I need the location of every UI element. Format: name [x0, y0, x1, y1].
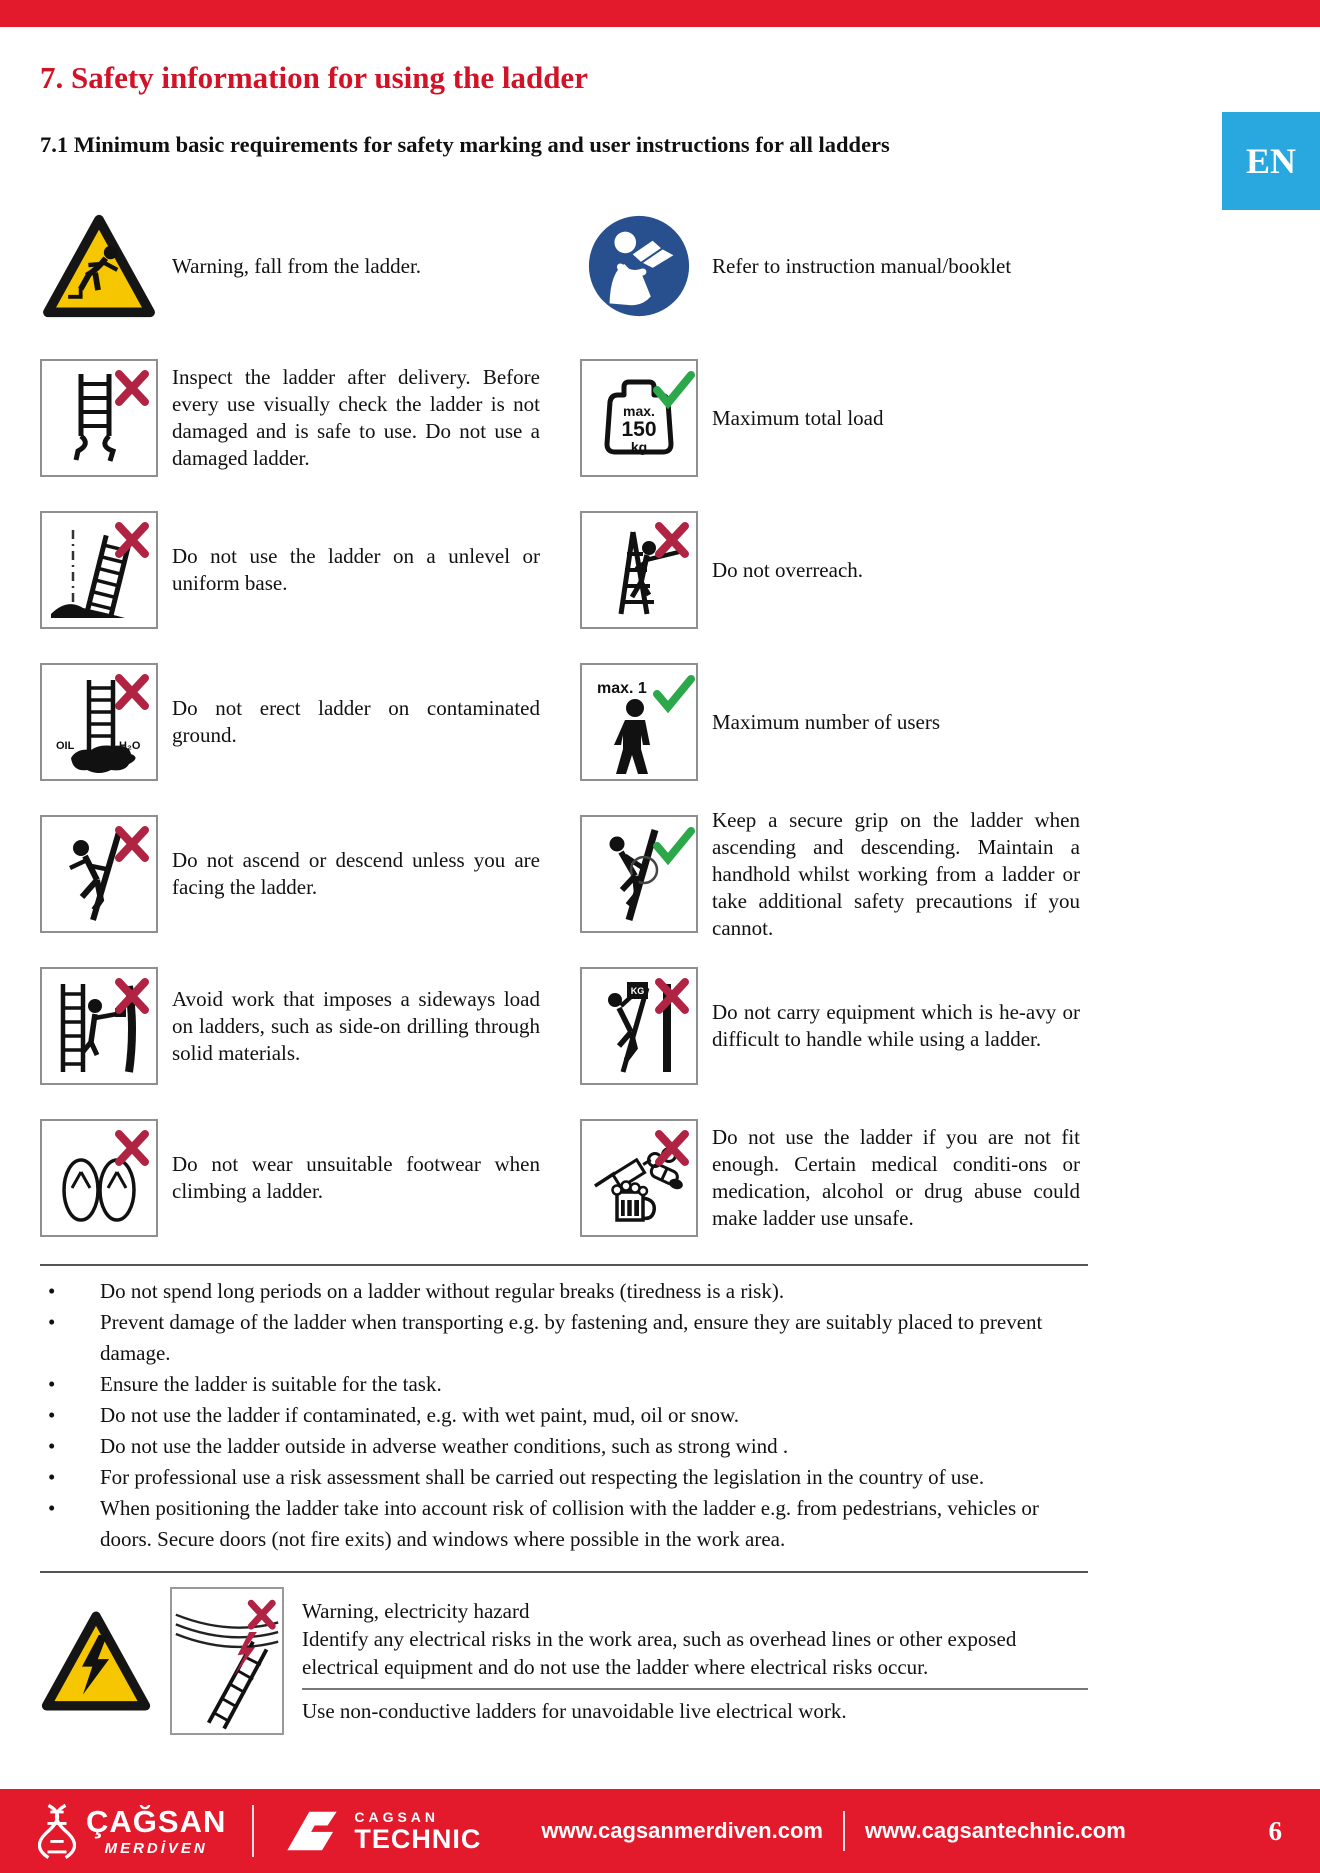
check-icon: [657, 375, 691, 403]
contaminated-ground-icon: [43, 666, 155, 778]
cross-icon: [119, 526, 145, 554]
overreach-icon: [583, 514, 695, 626]
sign-row-sideways-load: [40, 956, 540, 1096]
sign-row-damaged-ladder: [40, 348, 540, 488]
fitness-icon: [583, 1122, 695, 1234]
electricity-divider: [302, 1688, 1088, 1690]
page-title: 7. Safety information for using the ladder: [40, 60, 588, 95]
electricity-note: Use non-conductive ladders for unavoidable live electrical work.: [302, 1699, 847, 1723]
sign-text: Do not use the ladder if you are not fit enough. Certain medical conditi-ons or medication, alcohol or drug abuse could make ladder use unsafe.: [712, 1125, 1080, 1230]
footer-divider: [252, 1805, 254, 1857]
sign-text: Warning, fall from the ladder.: [172, 253, 422, 278]
footer-url-divider: [843, 1811, 845, 1851]
sign-text: Refer to instruction manual/booklet: [712, 253, 1012, 278]
safety-bullet-list: [40, 1276, 1080, 1555]
footer-bar: [0, 1789, 1320, 1873]
cross-icon: [251, 1603, 272, 1626]
cross-icon: [119, 678, 145, 706]
bullet-item: • Prevent damage of the ladder when transporting e.g. by fastening and, ensure they are suitably placed to prevent damage.: [40, 1307, 1080, 1369]
cross-icon: [659, 982, 685, 1010]
sign-row-max-load: [580, 348, 1080, 488]
cagsan-technic-logo: [280, 1808, 481, 1854]
footer-url-merdiven: www.cagsanmerdiven.com: [541, 1818, 823, 1843]
sign-text: Do not wear unsuitable footwear when climbing a ladder.: [172, 1152, 540, 1203]
svg-text:max.: max.: [623, 403, 655, 419]
electricity-title: Warning, electricity hazard: [302, 1599, 530, 1623]
sign-row-max-users: [580, 652, 1080, 792]
sign-row-face-ladder: [40, 804, 540, 944]
face-ladder-icon: [43, 818, 155, 930]
bullet-item: • Do not use the ladder if contaminated, e.g. with wet paint, mud, oil or snow.: [40, 1400, 1080, 1431]
sign-text: Maximum total load: [712, 405, 884, 430]
unsuitable-footwear-icon: [43, 1122, 155, 1234]
sideways-load-icon: [43, 970, 155, 1082]
sign-text: Inspect the ladder after delivery. Before every use visually check the ladder is not damaged and is safe to use. Do not use a damaged ladder.: [172, 365, 540, 470]
damaged-ladder-icon: [43, 362, 155, 474]
sign-text: Do not overreach.: [712, 557, 864, 582]
language-badge: EN: [1222, 112, 1320, 210]
svg-text:150: 150: [621, 418, 657, 441]
carry-equipment-icon: [583, 970, 695, 1082]
sign-text: Do not use the ladder on a unlevel or uniform base.: [172, 544, 540, 595]
warning-fall-icon: [41, 212, 157, 320]
bullet-item: • Do not use the ladder outside in adverse weather conditions, such as strong wind .: [40, 1431, 1080, 1462]
sign-row-carry-equipment: [580, 956, 1080, 1096]
brand2-top: CAGSAN: [354, 1808, 440, 1825]
sign-text: Do not erect ladder on contaminated ground.: [172, 696, 540, 747]
svg-text:OIL: OIL: [56, 740, 75, 752]
max-users-icon: [583, 666, 695, 778]
safety-sign-table: [40, 196, 1280, 1248]
electricity-warning-triangle-icon: [40, 1601, 152, 1721]
brand1-sub: MERDİVEN: [104, 1840, 208, 1857]
sign-row-overreach: [580, 500, 1080, 640]
sign-row-secure-grip: [580, 804, 1080, 944]
sign-text: Avoid work that imposes a sideways load on ladders, such as side-on drilling through solid materials.: [172, 986, 540, 1065]
cagsan-merdiven-logo: [38, 1801, 226, 1861]
bullet-item: • Ensure the ladder is suitable for the task.: [40, 1369, 1080, 1400]
svg-text:KG: KG: [630, 986, 645, 996]
technic-logo-icon: [280, 1808, 344, 1854]
footer-url-technic: www.cagsantechnic.com: [864, 1818, 1126, 1843]
cross-icon: [119, 1134, 145, 1162]
dna-ladder-icon: [38, 1801, 76, 1861]
cross-icon: [119, 830, 145, 858]
divider-rule-top: [40, 1264, 1088, 1266]
bullet-item: • When positioning the ladder take into account risk of collision with the ladder e.g. from pedestrians, vehicles or doors. Secure doors (not fire exits) and windows where possible in the work area.: [40, 1493, 1080, 1555]
bullet-item: • For professional use a risk assessment shall be carried out respecting the legislation in the country of use.: [40, 1462, 1080, 1493]
brand1-name: ÇAĞSAN: [86, 1804, 227, 1839]
check-icon: [657, 679, 691, 707]
bullet-item: • Do not spend long periods on a ladder without regular breaks (tiredness is a risk).: [40, 1276, 1080, 1307]
overhead-lines-icon: [172, 1589, 282, 1733]
electricity-body: Identify any electrical risks in the work area, such as overhead lines or other exposed electrical equipment and do not use the ladder where electrical risks occur.: [302, 1627, 1017, 1679]
sign-text: Maximum number of users: [712, 709, 941, 734]
sign-row-instruction-manual: [580, 196, 1080, 336]
cross-icon: [659, 526, 685, 554]
brand2-bottom: TECHNIC: [354, 1823, 482, 1854]
sign-row-fitness: [580, 1108, 1080, 1248]
cross-icon: [119, 374, 145, 402]
sign-row-contaminated-ground: [40, 652, 540, 792]
sign-text: Keep a secure grip on the ladder when ascending and descending. Maintain a handhold whilst working from a ladder or take additional safety precautions if you cannot.: [712, 807, 1080, 940]
section-subtitle: 7.1 Minimum basic requirements for safety marking and user instructions for all ladders: [40, 132, 890, 157]
svg-text:H₂O: H₂O: [119, 740, 141, 752]
max-load-icon: [583, 362, 695, 474]
svg-text:max. 1: max. 1: [597, 680, 647, 697]
sign-row-warning-fall: [40, 196, 540, 336]
sign-row-unlevel-base: [40, 500, 540, 640]
sign-row-unsuitable-footwear: [40, 1108, 540, 1248]
instruction-manual-icon: [584, 211, 694, 321]
sign-text: Do not carry equipment which is he-avy or difficult to handle while using a ladder.: [712, 1000, 1080, 1051]
electricity-hazard-section: [40, 1587, 1088, 1735]
svg-text:kg: kg: [630, 439, 648, 455]
page-number: 6: [1268, 1815, 1282, 1846]
secure-grip-icon: [583, 818, 695, 930]
check-icon: [657, 831, 691, 859]
sign-text: Do not ascend or descend unless you are facing the ladder.: [172, 848, 540, 899]
divider-rule-bottom: [40, 1571, 1088, 1573]
cross-icon: [659, 1134, 685, 1162]
unlevel-base-icon: [43, 514, 155, 626]
top-red-bar: [0, 0, 1320, 27]
